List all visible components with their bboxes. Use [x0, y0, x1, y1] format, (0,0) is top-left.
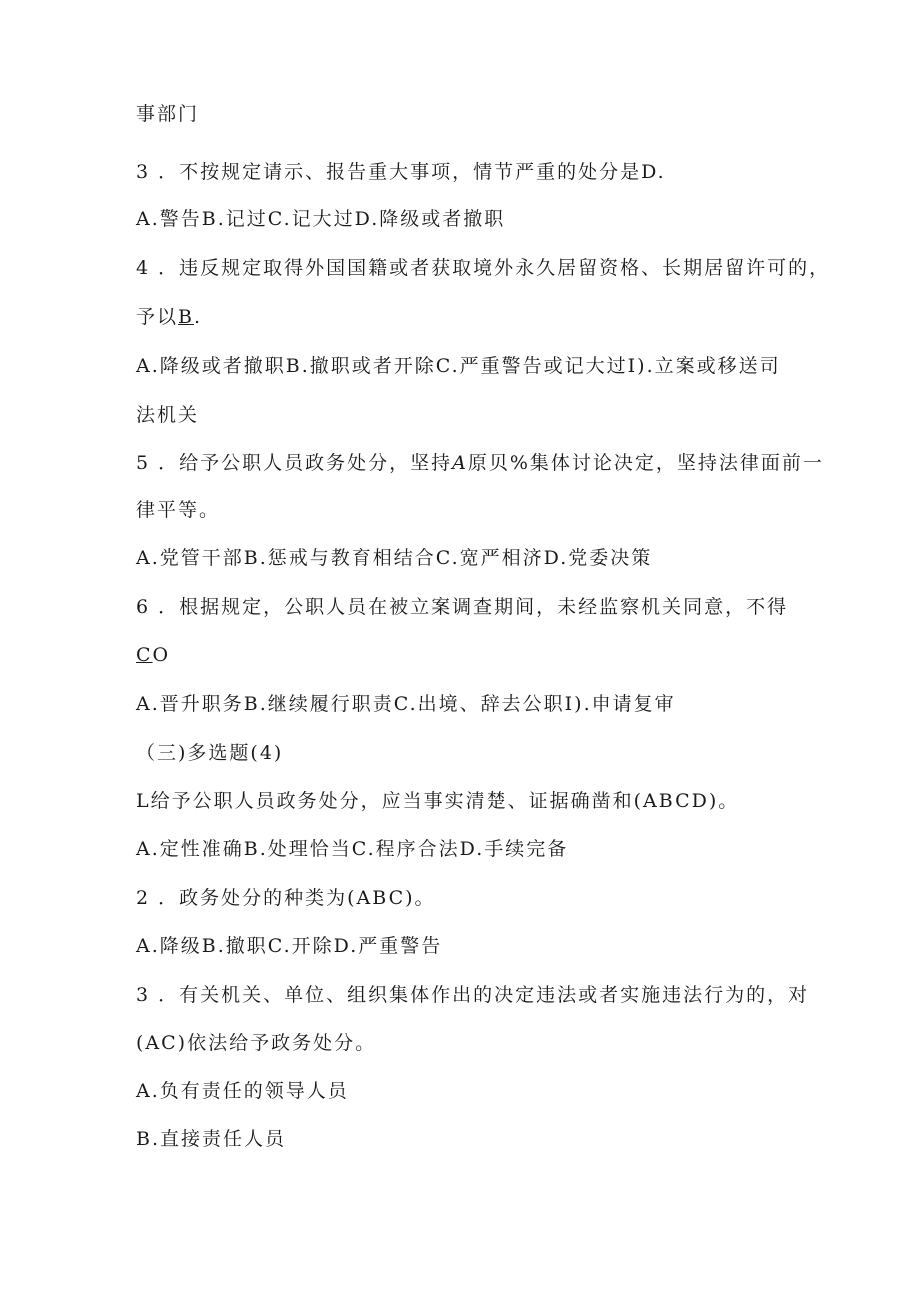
- answer-prefix: 予以: [136, 306, 179, 328]
- question-6-text: 6 ．根据规定，公职人员在被立案调查期间，未经监察机关同意，不得: [136, 596, 789, 618]
- question-3-options: A.警告B.记过C.记大过D.降级或者撤职: [136, 208, 506, 230]
- multi-question-3-option-b: B.直接责任人员: [136, 1128, 287, 1150]
- question-4-text: 4 ．违反规定取得外国国籍或者获取境外永久居留资格、长期居留许可的，: [136, 257, 831, 279]
- multi-question-2-options: A.降级B.撤职C.开除D.严重警告: [136, 935, 443, 957]
- answer-suffix: .: [193, 306, 203, 328]
- question-4-options-cont: 法机关: [136, 404, 200, 426]
- question-5-text: [136, 451, 824, 475]
- multi-question-1-options: A.定性准确B.处理恰当C.程序合法D.手续完备: [136, 838, 569, 860]
- question-5-text-cont: 律平等。: [136, 499, 221, 521]
- multi-question-3-text-cont: (AC)依法给予政务处分。: [136, 1032, 377, 1054]
- answer-letter: B: [178, 306, 194, 328]
- multi-question-1-text: L给予公职人员政务处分，应当事实清楚、证据确凿和(ABCD)。: [136, 790, 740, 812]
- answer-letter: A: [452, 452, 468, 474]
- answer-letter: C: [136, 644, 153, 666]
- multi-question-2-text: 2 ．政务处分的种类为(ABC)。: [136, 887, 436, 909]
- section-heading: （三)多选题(4): [136, 742, 284, 764]
- text-line: 事部门: [136, 103, 200, 125]
- question-4-options: A.降级或者撤职B.撤职或者开除C.严重警告或记大过I).立案或移送司: [136, 355, 781, 377]
- question-5-prefix: 5 ．给予公职人员政务处分，坚持: [136, 452, 453, 474]
- multi-question-3-option-a: A.负有责任的领导人员: [136, 1080, 349, 1102]
- question-6-options: A.晋升职务B.继续履行职责C.出境、辞去公职I).申请复审: [136, 693, 676, 715]
- question-3-text: 3 ．不按规定请示、报告重大事项，情节严重的处分是D.: [136, 161, 666, 183]
- answer-suffix: O: [152, 644, 171, 666]
- question-4-answer-line: [136, 305, 810, 329]
- question-5-suffix: 原贝%集体讨论决定，坚持法律面前一: [467, 452, 824, 474]
- question-6-answer-line: [136, 643, 810, 667]
- multi-question-3-text: 3 ．有关机关、单位、组织集体作出的决定违法或者实施违法行为的，对: [136, 984, 810, 1006]
- question-5-options: A.党管干部B.惩戒与教育相结合C.宽严相济D.党委决策: [136, 547, 653, 569]
